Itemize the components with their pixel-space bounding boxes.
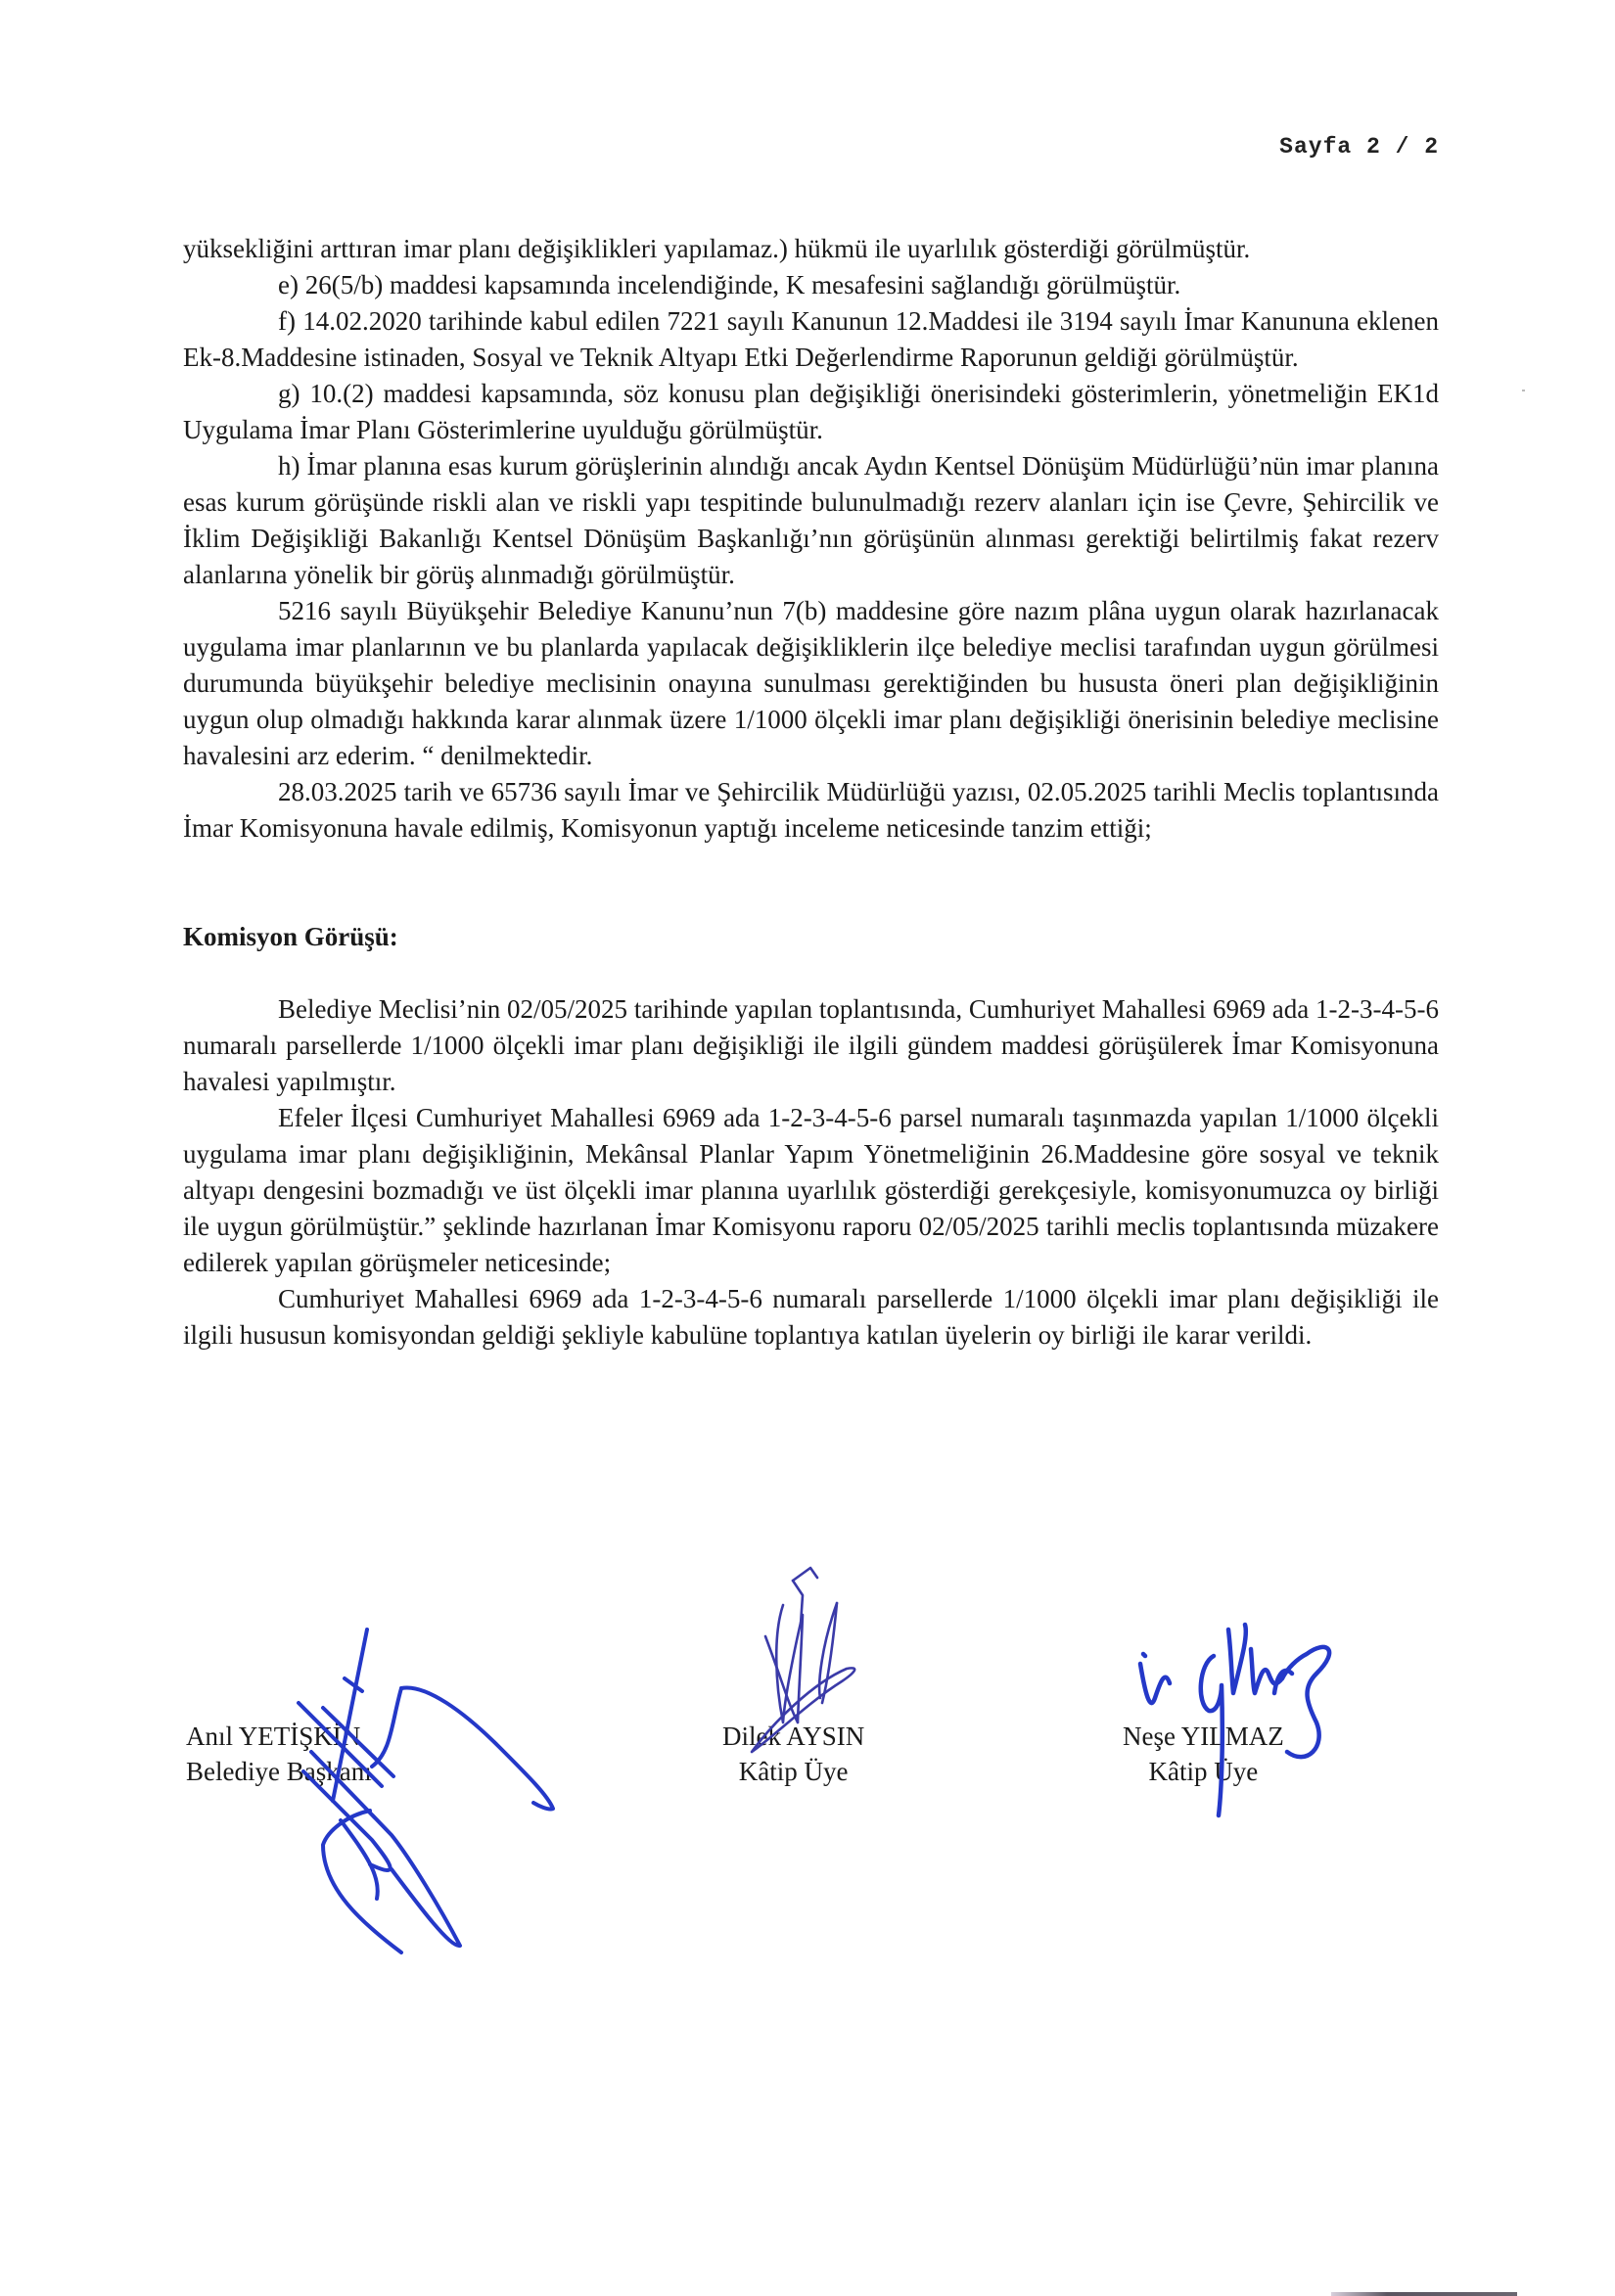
commission-paragraph: Belediye Meclisi’nin 02/05/2025 tarihinde yapılan toplantısında, Cumhuriyet Mahallesi 6969 ada 1-2-3-4-5-6 numaralı parsellerde 1/1000 ölçekli imar planı değişikliği ile ilgili gündem maddesi görüşülerek İmar Komisyonuna havalesi yapılmıştır. [183, 994, 1439, 1096]
signer-name: Dilek AYSIN [722, 1722, 865, 1751]
scan-edge-mark [1331, 2292, 1517, 2296]
paragraph-item-e: e) 26(5/b) maddesi kapsamında incelendiğinde, K mesafesini sağlandığı görülmüştür. [278, 270, 1181, 299]
paragraph-referral: 28.03.2025 tarih ve 65736 sayılı İmar ve Şehircilik Müdürlüğü yazısı, 02.05.2025 tarihli Meclis toplantısında İmar Komisyonuna havale edilmiş, Komisyonun yaptığı inceleme neticesinde tanzim ettiği; [183, 777, 1439, 843]
handwritten-signature-icon [1106, 1595, 1361, 1830]
scan-speck [1522, 390, 1525, 391]
paragraph: yüksekliğini arttıran imar planı değişiklikleri yapılamaz.) hükmü ile uyarlılık gösterdiği görülmüştür. [183, 234, 1251, 263]
signer-title: Kâtip Üye [1148, 1757, 1259, 1786]
signer-name: Anıl YETİŞKİN [186, 1722, 361, 1751]
signer-name: Neşe YILMAZ [1123, 1722, 1284, 1751]
paragraph-item-g: g) 10.(2) maddesi kapsamında, söz konusu plan değişikliği önerisindeki gösterimlerin, yönetmeliğin EK1d Uygulama İmar Planı Gösterimlerine uyulduğu görülmüştür. [183, 379, 1439, 444]
decision-paragraph: Cumhuriyet Mahallesi 6969 ada 1-2-3-4-5-6 numaralı parsellerde 1/1000 ölçekli imar planı değişikliği ile ilgili hususun komisyondan geldiği şekliyle kabulüne toplantıya katılan üyelerin oy birliği ile karar verildi. [183, 1284, 1439, 1350]
page-indicator: Sayfa 2 / 2 [1279, 134, 1439, 160]
signer-title: Belediye Başkanı [186, 1757, 372, 1786]
signature-block [0, 1615, 1615, 2006]
signer-title: Kâtip Üye [738, 1757, 849, 1786]
paragraph-item-f: f) 14.02.2020 tarihinde kabul edilen 7221 sayılı Kanunun 12.Maddesi ile 3194 sayılı İmar Kanununa eklenen Ek-8.Maddesine istinaden, Sosyal ve Teknik Altyapı Etki Değerlendirme Raporunun geldiği görülmüştür. [183, 306, 1439, 372]
signer-mayor [186, 1719, 372, 1789]
paragraph-law-5216: 5216 sayılı Büyükşehir Belediye Kanunu’nun 7(b) maddesine göre nazım plâna uygun olarak hazırlanacak uygulama imar planlarının ve bu planlarda yapılacak değişikliklerin ilçe belediye meclisi tarafından uygun görülmesi durumunda büyükşehir belediye meclisinin onayına sunulması gerektiğinden bu hususta öneri plan değişikliğinin uygun olup olmadığı hakkında karar alınmak üzere 1/1000 ölçekli imar planı değişikliği önerisinin belediye meclisine havalesini arz ederim. “ denilmektedir. [183, 596, 1439, 770]
handwritten-signature-icon [254, 1615, 568, 1987]
paragraph-item-h: h) İmar planına esas kurum görüşlerinin alındığı ancak Aydın Kentsel Dönüşüm Müdürlüğü’nün imar planına esas kurum görüşünde riskli alan ve riskli yapı tespitinde bulunulmadığı rezerv alanları için ise Çevre, Şehircilik ve İklim Değişikliği Bakanlığı Kentsel Dönüşüm Başkanlığı’nın görüşünün alınması gerektiği belirtilmiş fakat rezerv alanlarına yönelik bir görüş alınmadığı görülmüştür. [183, 451, 1439, 589]
document-body [183, 231, 1439, 1354]
signer-clerk-1 [722, 1719, 864, 1789]
signer-clerk-2 [1123, 1719, 1284, 1789]
commission-paragraph: Efeler İlçesi Cumhuriyet Mahallesi 6969 ada 1-2-3-4-5-6 parsel numaralı taşınmazda yapılan 1/1000 ölçekli uygulama imar planı değişikliğinin, Mekânsal Planlar Yapım Yönetmeliğinin 26.Maddesine göre sosyal ve teknik altyapı dengesini bozmadığı ve üst ölçekli imar planına uyarlılık gösterdiği gerekçesiyle, komisyonumuzca oy birliği ile uygun görülmüştür.” şeklinde hazırlanan İmar Komisyonu raporu 02/05/2025 tarihli meclis toplantısında müzakere edilerek yapılan görüşmeler neticesinde; [183, 1103, 1439, 1277]
spacer [183, 847, 1439, 883]
section-title-commission-opinion: Komisyon Görüşü: [183, 922, 398, 951]
